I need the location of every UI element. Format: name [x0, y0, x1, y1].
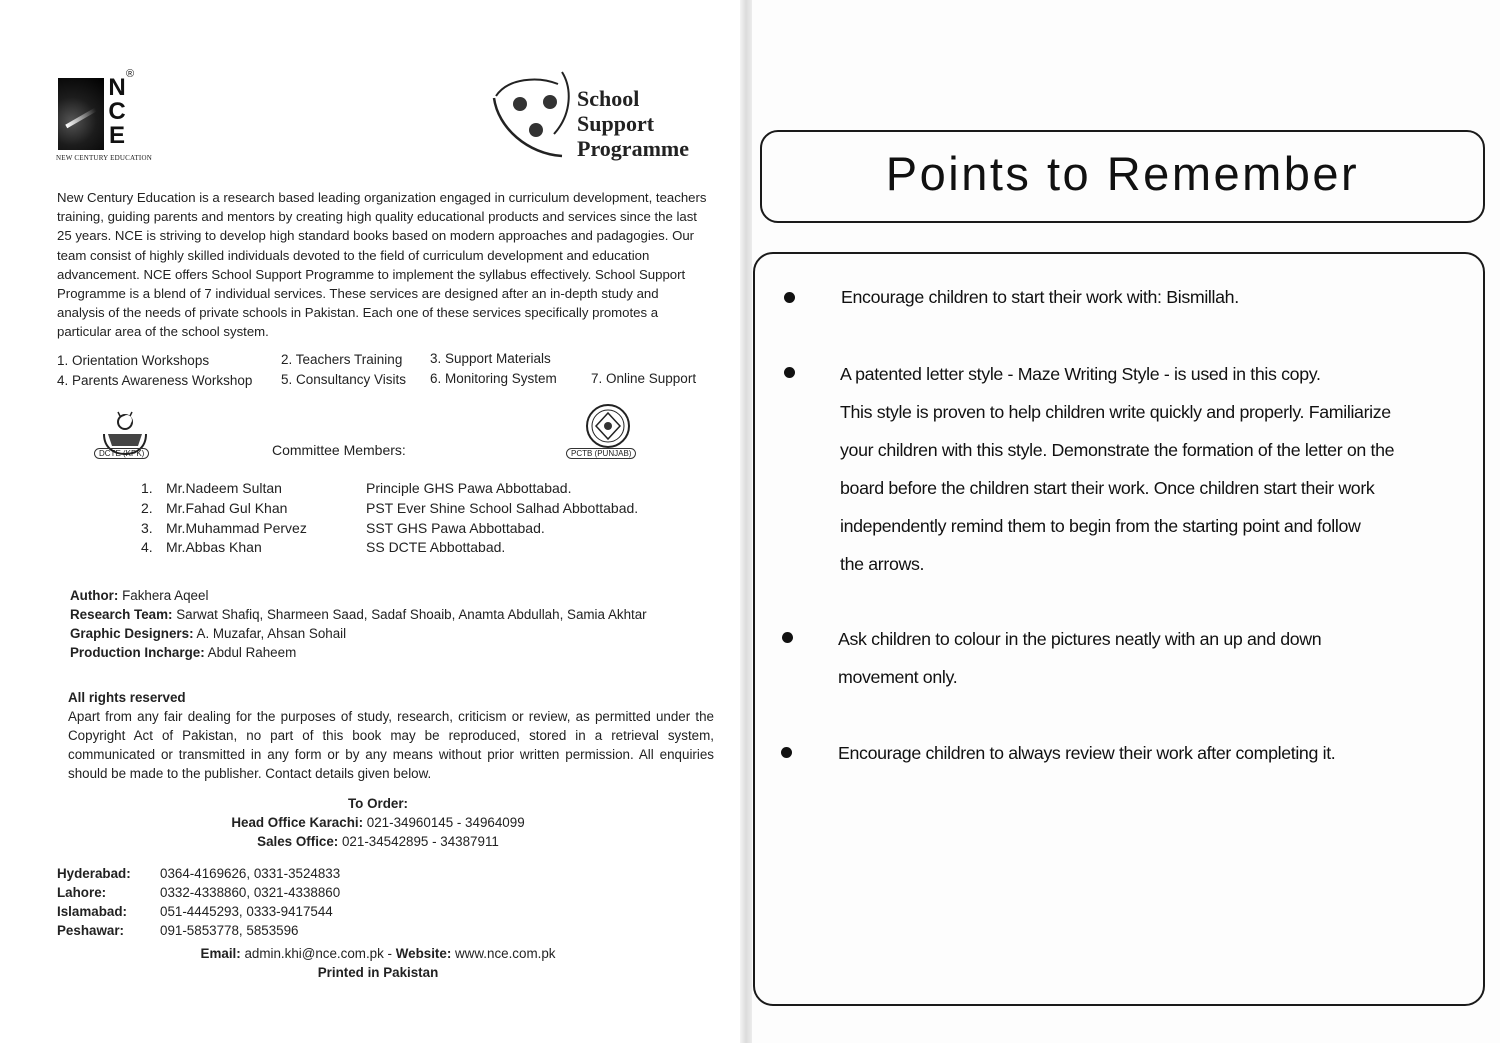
office-phones: 0332-4338860, 0321-4338860: [160, 885, 341, 900]
credit-row: [70, 624, 647, 643]
member-name: Mr.Abbas Khan: [166, 539, 262, 556]
bullet-icon: [781, 747, 792, 758]
dcte-caption: DCTE (KPK): [94, 448, 149, 459]
member-position: Principle GHS Pawa Abbottabad.: [366, 480, 572, 496]
bullet-icon: [784, 292, 795, 303]
point-line: A patented letter style - Maze Writing Style - is used in this copy.: [840, 364, 1321, 384]
contact-line: [57, 944, 699, 963]
logo-letter: N: [108, 74, 126, 101]
pctb-caption: PCTB (PUNJAB): [566, 448, 636, 459]
sales-office-line: [57, 832, 699, 851]
credit-row: [70, 643, 647, 662]
office-city: Hyderabad:: [57, 866, 131, 881]
service-item: 2. Teachers Training: [281, 352, 403, 367]
point-item: [841, 278, 1239, 316]
member-name: Mr.Muhammad Pervez: [166, 519, 307, 536]
service-item: 3. Support Materials: [430, 351, 551, 366]
registered-mark: ®: [126, 68, 135, 80]
contact-section: [57, 944, 699, 982]
sales-office-phone: 021-34542895 - 34387911: [338, 834, 499, 849]
credit-label: Research Team:: [70, 607, 173, 622]
point-line: independently remind them to begin from the starting point and follow: [840, 516, 1361, 536]
points-title: Points to Remember: [885, 147, 1360, 200]
point-item: [838, 734, 1335, 772]
point-line: board before the children start their work. Once children start their work: [840, 478, 1375, 498]
nce-logo-letters: [106, 76, 128, 148]
book-gutter: [740, 0, 752, 1043]
rights-title: All rights reserved: [68, 690, 186, 705]
email-value: admin.khi@nce.com.pk -: [240, 946, 396, 961]
head-office-phone: 021-34960145 - 34964099: [363, 815, 525, 830]
office-phones: 0364-4169626, 0331-3524833: [160, 866, 341, 881]
member-position: SS DCTE Abbottabad.: [366, 539, 506, 556]
rights-section: [68, 688, 714, 783]
bullet-icon: [782, 632, 793, 643]
credit-value: Abdul Raheem: [204, 645, 297, 660]
credits: [70, 586, 647, 662]
member-number: 4.: [141, 539, 153, 556]
point-item: [840, 355, 1394, 583]
school-support-programme-icon: [488, 68, 578, 160]
office-phones: 091-5853778, 5853596: [160, 923, 299, 938]
website-value: www.nce.com.pk: [451, 946, 556, 961]
credit-value: Fakhera Aqeel: [118, 588, 209, 603]
credit-label: Author:: [70, 588, 119, 603]
nce-logo: [56, 68, 152, 168]
rights-body: Apart from any fair dealing for the purposes of study, research, criticism or review, as permitted under the Copyright Act of Pakistan, no part of this book may be reproduced, stored in a retrieval system, communicated or transmitted in any form or by any means without prior written permission. All enquiries should be made to the publisher. Contact details given below.: [68, 709, 714, 781]
pctb-emblem-icon: [580, 402, 636, 452]
head-office-label: Head Office Karachi:: [231, 815, 364, 830]
service-item: 7. Online Support: [591, 371, 697, 386]
office-city: Lahore:: [57, 885, 107, 900]
email-label: Email:: [200, 946, 241, 961]
point-line: your children with this style. Demonstrate the formation of the letter on the: [840, 440, 1395, 460]
point-line: movement only.: [838, 667, 958, 687]
nce-logo-caption: NEW CENTURY EDUCATION: [56, 154, 152, 162]
credit-row: [70, 605, 647, 624]
nce-logo-mark: [58, 78, 104, 150]
logo-letter: C: [108, 98, 126, 125]
printed-in: Printed in Pakistan: [317, 965, 439, 980]
credit-row: [70, 586, 647, 605]
credit-value: Sarwat Shafiq, Sharmeen Saad, Sadaf Shoaib, Anamta Abdullah, Samia Akhtar: [172, 607, 647, 622]
order-title: To Order:: [347, 796, 408, 811]
office-city: Peshawar:: [57, 923, 124, 938]
member-number: 2.: [141, 499, 153, 516]
point-line: This style is proven to help children write quickly and properly. Familiarize: [840, 402, 1391, 422]
service-item: 6. Monitoring System: [430, 371, 557, 386]
member-name: Mr.Nadeem Sultan: [166, 480, 282, 496]
office-city: Islamabad:: [57, 904, 127, 919]
service-item: 4. Parents Awareness Workshop: [57, 373, 253, 388]
point-line: Ask children to colour in the pictures neatly with an up and down: [838, 629, 1322, 649]
point-line: Encourage children to start their work with: Bismillah.: [841, 287, 1239, 307]
member-position: PST Ever Shine School Salhad Abbottabad.: [366, 499, 639, 516]
member-number: 1.: [141, 480, 153, 496]
logo-letter: E: [108, 122, 125, 149]
order-section: [57, 794, 699, 851]
member-number: 3.: [141, 519, 153, 536]
service-item: 5. Consultancy Visits: [281, 372, 407, 387]
bullet-icon: [784, 367, 795, 378]
service-item: 1. Orientation Workshops: [57, 353, 210, 368]
credit-value: A. Muzafar, Ahsan Sohail: [193, 626, 347, 641]
programme-line: School: [577, 86, 640, 111]
member-name: Mr.Fahad Gul Khan: [166, 499, 288, 516]
sales-office-label: Sales Office:: [257, 834, 339, 849]
committee-title: Committee Members:: [272, 442, 406, 458]
head-office-line: [57, 813, 699, 832]
credit-label: Production Incharge:: [70, 645, 205, 660]
point-item: [838, 620, 1321, 696]
point-line: the arrows.: [840, 554, 925, 574]
school-support-programme-title: [577, 86, 689, 161]
intro-paragraph: New Century Education is a research based leading organization engaged in curriculum development, teachers training, guiding parents and mentors by creating high quality educational products and services since the last 25 years. NCE is striving to develop high standard books based on modern approaches and padagogies. Our team consist of highly skilled individuals devoted to the field of curriculum development and education advancement. NCE offers School Support Programme to implement the syllabus effectively. School Support Programme is a blend of 7 individual services. These services are designed after an in-depth study and analysis of the needs of private schools in Pakistan. Each one of these services specifically promotes a particular area of the school system.: [57, 190, 707, 340]
member-position: SST GHS Pawa Abbottabad.: [366, 519, 545, 536]
programme-line: Programme: [577, 136, 689, 161]
office-phones: 051-4445293, 0333-9417544: [160, 904, 333, 919]
programme-line: Support: [577, 111, 655, 136]
website-label: Website:: [395, 946, 452, 961]
credit-label: Graphic Designers:: [70, 626, 194, 641]
point-line: Encourage children to always review their work after completing it.: [838, 743, 1336, 763]
